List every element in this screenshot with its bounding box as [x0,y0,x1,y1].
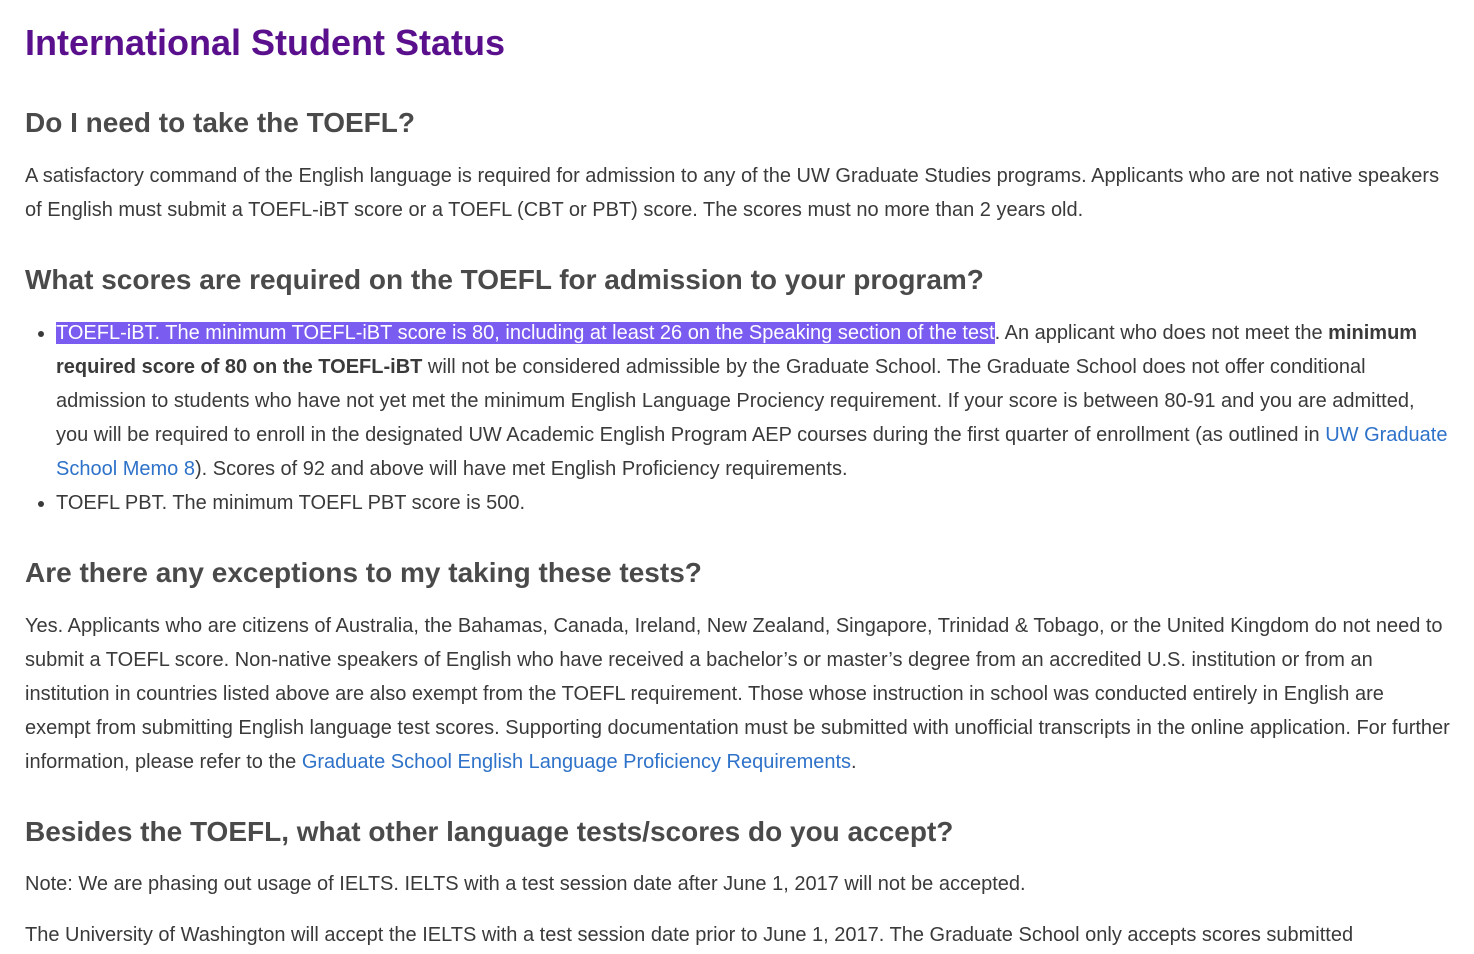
page-title: International Student Status [25,22,506,63]
ibt-text-3: ). Scores of 92 and above will have met English Proficiency requirements. [194,458,848,480]
list-item [56,316,1450,486]
heading-other-tests: Besides the TOEFL, what other language tests/scores do you accept? [25,816,954,847]
exceptions-body: Yes. Applicants who are citizens of Australia, the Bahamas, Canada, Ireland, New Zealand, Singapore, Trinidad & Tobago, or the United Kingdom do not need to submit a TOEFL score. Non-native speakers of English who have received a bachelor’s or master’s degree from an accredited U.S. institution or from an institution in countries listed above are also exempt from the TOEFL requirement. Those whose instruction in school was conducted entirely in English are exempt from submitting English language test scores. Supporting documentation must be submitted with unofficial transcripts in the online application. For further information, please refer to the [25,615,1450,773]
proficiency-requirements-link[interactable]: Graduate School English Language Proficiency Requirements [301,751,852,773]
ibt-text-2: will not be considered admissible by the Graduate School. The Graduate School does not offer conditional admission to students who have not yet met the minimum English Language Prociency requirement. If your score is between 80-91 and you are admitted, you will be required to enroll in the designated UW Academic English Program AEP courses during the first quarter of enrollment (as outlined in [56,356,1415,446]
ibt-text-1: . An applicant who does not meet the [994,322,1329,344]
exceptions-text [25,609,1450,779]
exceptions-end: . [851,751,857,773]
heading-exceptions: Are there any exceptions to my taking these tests? [25,557,702,588]
heading-toefl-required: Do I need to take the TOEFL? [25,107,415,138]
ielts-note: Note: We are phasing out usage of IELTS. IELTS with a test session date after June 1, 2017 will not be accepted. [25,873,1026,895]
selected-text[interactable]: TOEFL-iBT. The minimum TOEFL-iBT score is 80, including at least 26 on the Speaking section of the test [56,322,995,344]
heading-scores-required: What scores are required on the TOEFL for admission to your program? [25,264,984,295]
toefl-required-text: A satisfactory command of the English language is required for admission to any of the UW Graduate Studies programs. Applicants who are not native speakers of English must submit a TOEFL-iBT score or a TOEFL (CBT or PBT) score. The scores must no more than 2 years old. [25,165,1440,221]
ielts-body: The University of Washington will accept the IELTS with a test session date prior to June 1, 2017. The Graduate School only accepts scores submitted [25,924,1354,946]
ibt-bold-requirement: minimum required score of 80 on the TOEFL-iBT [56,322,1418,378]
memo-8-link[interactable]: UW Graduate School Memo 8 [56,424,1448,480]
list-item: • TOEFL PBT. The minimum TOEFL PBT score is 500. [56,486,1450,520]
scores-list [25,316,1450,520]
